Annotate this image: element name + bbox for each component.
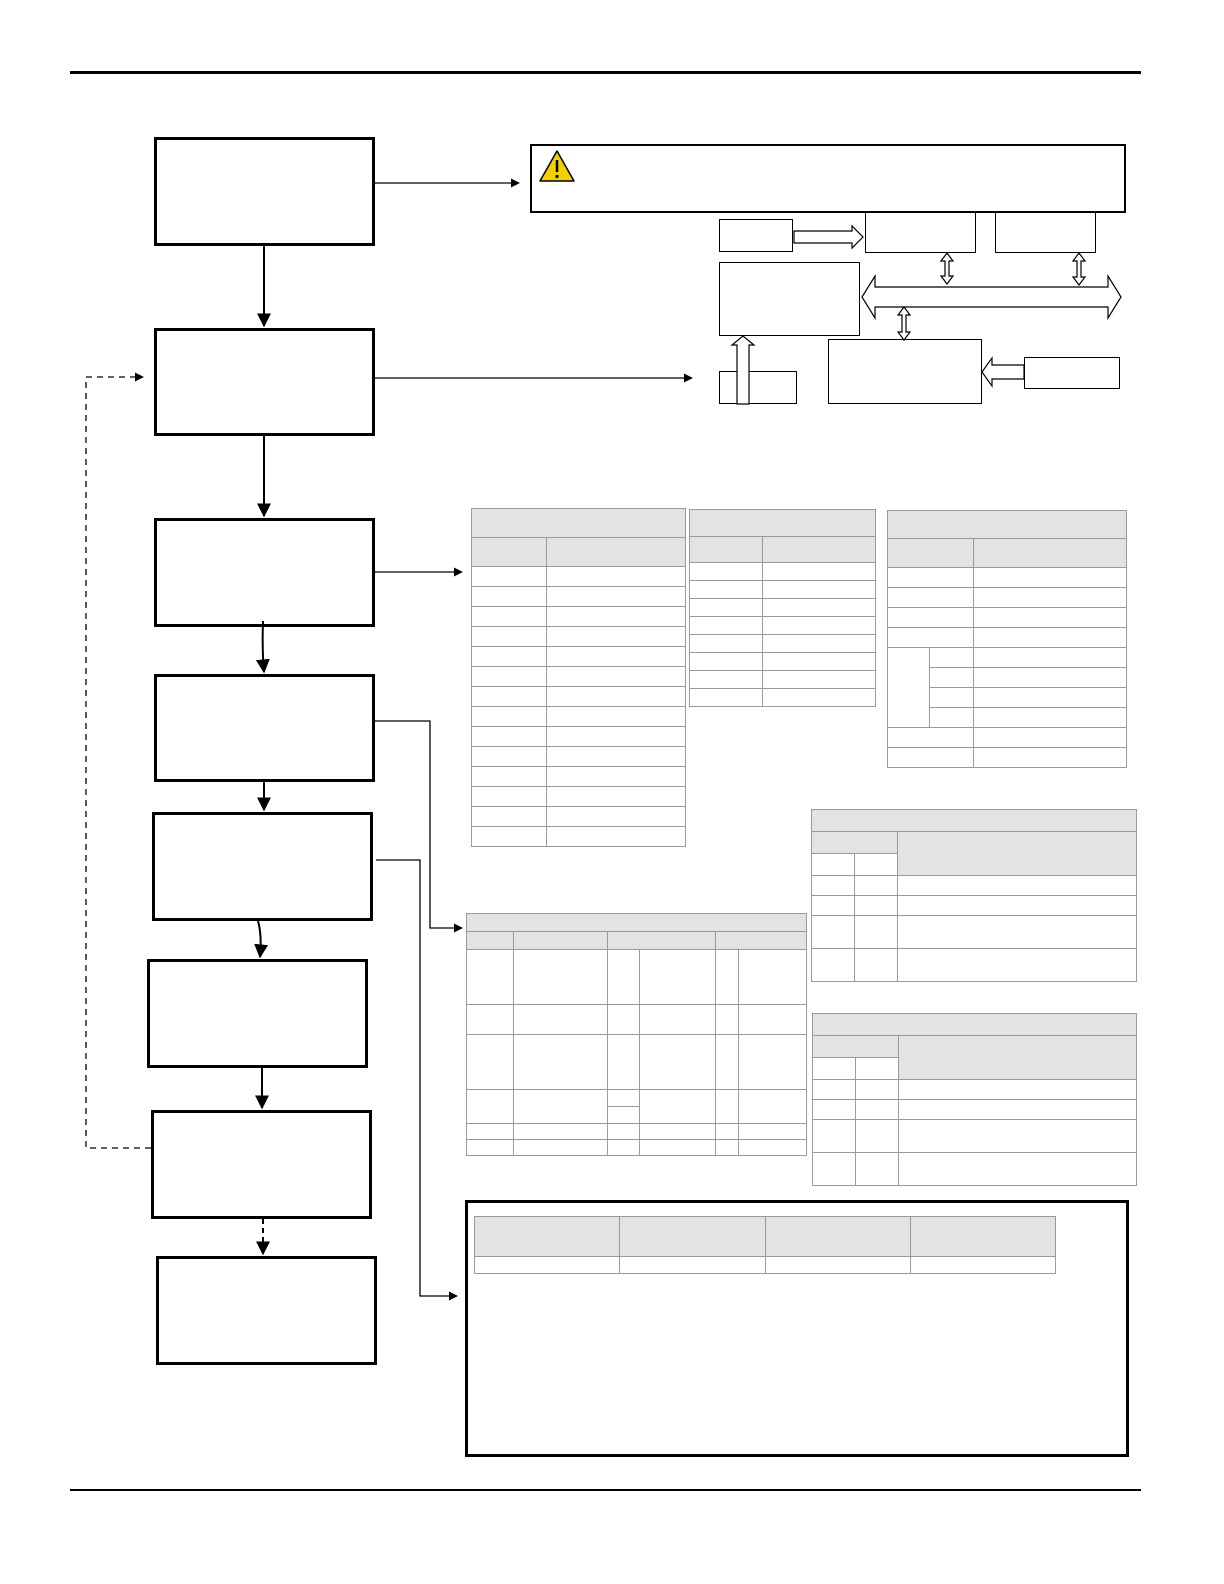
block-arrow-right (794, 226, 863, 248)
flow-arrow-5 (258, 921, 261, 957)
double-arrow-b (1073, 253, 1085, 285)
loop-back-dashed (86, 377, 151, 1148)
pointer-to-notes (376, 860, 457, 1296)
flow-arrow-3 (263, 621, 264, 672)
warning-triangle-icon (540, 151, 574, 181)
double-arrow-a (941, 253, 953, 284)
block-arrow-up (732, 336, 754, 404)
block-arrow-left (982, 358, 1024, 386)
pointer-to-table-f (375, 721, 462, 928)
double-arrow-c (898, 307, 910, 340)
